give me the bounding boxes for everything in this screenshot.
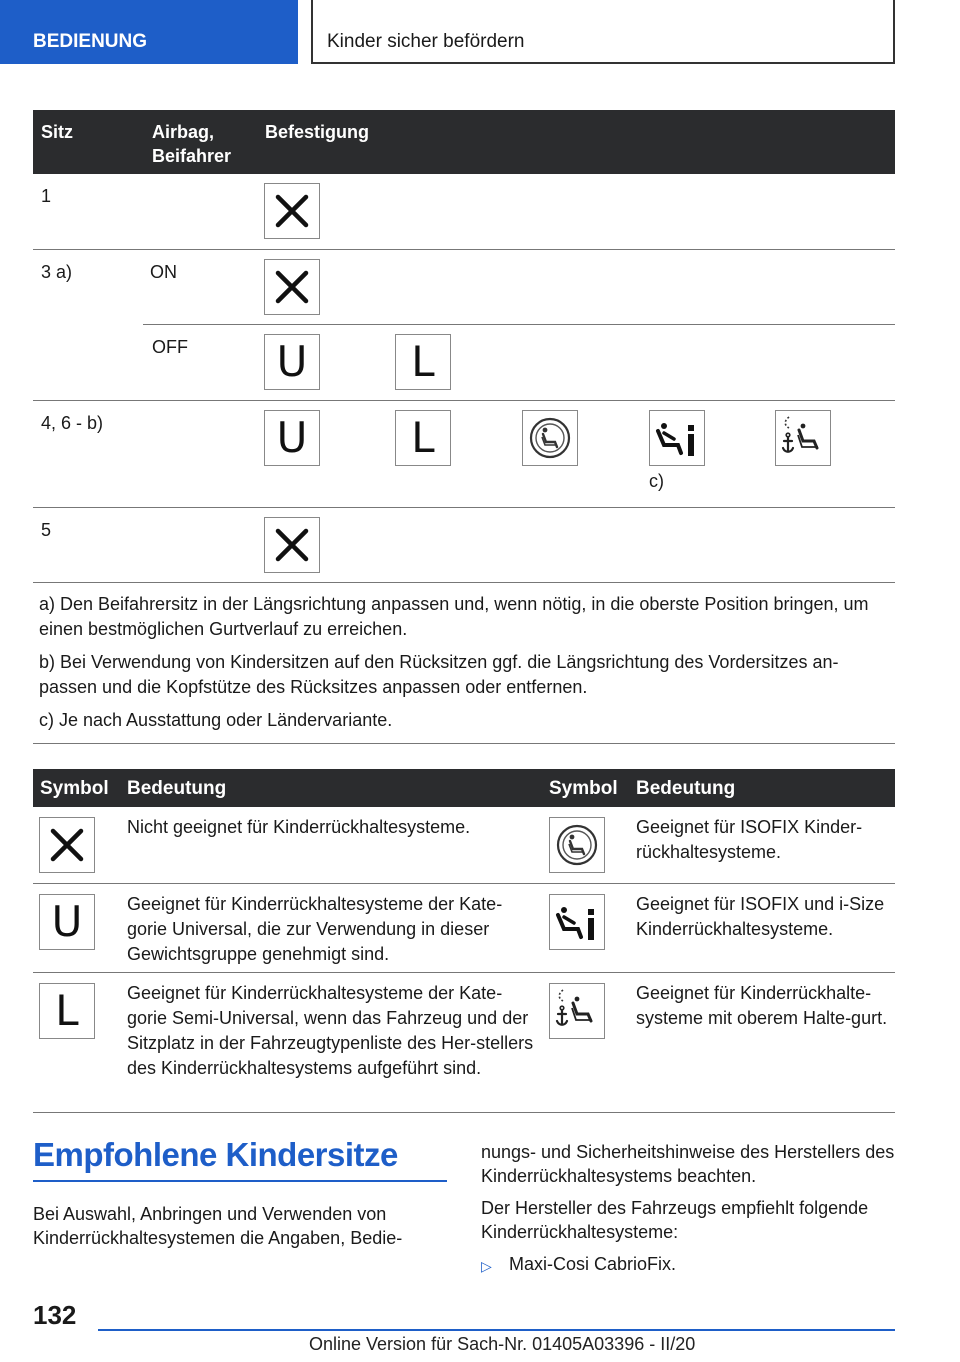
semi-universal-icon: L — [39, 983, 95, 1039]
body-text: Der Hersteller des Fahrzeugs empfiehlt folgende Kinderrückhaltesysteme: — [481, 1198, 869, 1242]
airbag-state: ON — [150, 262, 177, 282]
semi-universal-icon: L — [395, 410, 451, 466]
body-text: nungs- und Sicherheitshinweise des Herstellers des Kinderrückhaltesystems beachten. — [481, 1142, 895, 1186]
seat-number: 3 a) — [41, 262, 73, 282]
top-tether-icon — [549, 983, 605, 1039]
universal-icon: U — [39, 894, 95, 950]
table-row — [33, 325, 895, 401]
not-suitable-icon — [264, 517, 320, 573]
symbol-meaning: Geeignet für Kinderrückhalte-systeme mit oberem Halte-gurt. — [636, 983, 888, 1028]
page-number: 132 — [33, 1300, 77, 1330]
footnote: c) Je nach Ausstattung oder Ländervariante. — [39, 710, 393, 730]
body-column-right — [481, 1140, 895, 1278]
footer-rule — [98, 1329, 895, 1331]
seat-number: 4, 6 - b) — [41, 413, 104, 433]
seat-table-header — [33, 110, 895, 174]
symbol-meaning: Geeignet für Kinderrückhaltesysteme der Kate-gorie Semi-Universal, wenn das Fahrzeug und der Sitzplatz in der Fahrzeugtypenliste des Her-stellers des Kinderrückhaltesystems aufgeführt sind. — [127, 983, 534, 1078]
symbol-meaning: Geeignet für ISOFIX Kinder-rückhaltesysteme. — [636, 817, 863, 862]
header-airbag: Airbag, Beifahrer — [152, 122, 232, 166]
header-sitz: Sitz — [41, 122, 74, 142]
table-row — [33, 401, 895, 508]
section-label: BEDIENUNG — [33, 31, 148, 52]
header-symbol: Symbol — [549, 778, 618, 799]
list-item — [481, 1252, 895, 1278]
seat-number: 1 — [41, 186, 52, 206]
airbag-state: OFF — [152, 337, 188, 357]
not-suitable-icon — [39, 817, 95, 873]
isofix-icon — [522, 410, 578, 466]
footnote: a) Den Beifahrersitz in der Längsrichtung anpassen und, wenn nötig, in die oberste Position bringen, um einen bestmöglichen Gurtverlauf zu erreichen. — [39, 594, 869, 639]
top-tether-icon — [775, 410, 831, 466]
table-row — [33, 174, 895, 250]
seat-table — [33, 110, 895, 583]
isofix-icon — [549, 817, 605, 873]
header-symbol: Symbol — [40, 778, 109, 799]
universal-icon: U — [264, 334, 320, 390]
body-text: Bei Auswahl, Anbringen und Verwenden von Kinderrückhaltesystemen die Angaben, Bedie- — [33, 1204, 403, 1248]
footnotes — [33, 584, 895, 744]
semi-universal-icon: L — [395, 334, 451, 390]
section-tab — [0, 0, 298, 64]
seat-number: 5 — [41, 520, 52, 540]
header-bedeutung: Bedeutung — [127, 778, 227, 799]
table-row — [41, 250, 895, 325]
isize-icon — [549, 894, 605, 950]
isize-icon — [649, 410, 705, 466]
triangle-bullet-icon: ▷ — [481, 1258, 492, 1274]
symbol-meaning: Geeignet für Kinderrückhaltesysteme der Kate-gorie Universal, die zur Verwendung in dieser Gewichtsgruppe genehmigt sind. — [127, 894, 503, 964]
page-title: Kinder sicher befördern — [327, 31, 525, 52]
page-header — [311, 0, 895, 64]
symbol-table — [33, 769, 895, 1113]
symbol-table-header — [33, 769, 895, 807]
footer-text: Online Version für Sach-Nr. 01405A03396 - II/20 — [309, 1334, 696, 1354]
symbol-meaning: Geeignet für ISOFIX und i-Size Kinderrückhaltesysteme. — [636, 894, 885, 939]
heading-rule — [33, 1180, 447, 1182]
table-row — [33, 973, 895, 1113]
header-befestigung: Befestigung — [265, 122, 370, 142]
list-item-text: Maxi-Cosi CabrioFix. — [509, 1254, 677, 1274]
header-bedeutung: Bedeutung — [636, 778, 736, 799]
table-row — [33, 508, 895, 583]
universal-icon: U — [264, 410, 320, 466]
not-suitable-icon — [264, 259, 320, 315]
table-row — [33, 807, 895, 884]
footnote: b) Bei Verwendung von Kindersitzen auf den Rücksitzen ggf. die Längsrichtung des Vordersitzes an-passen und die Kopfstütze des Rücksitzes anpassen oder entfernen. — [39, 652, 839, 697]
not-suitable-icon — [264, 183, 320, 239]
table-row — [33, 884, 895, 973]
footnote-ref: c) — [649, 471, 664, 491]
symbol-meaning: Nicht geeignet für Kinderrückhaltesysteme. — [127, 817, 471, 837]
section-heading: Empfohlene Kindersitze — [33, 1136, 398, 1173]
